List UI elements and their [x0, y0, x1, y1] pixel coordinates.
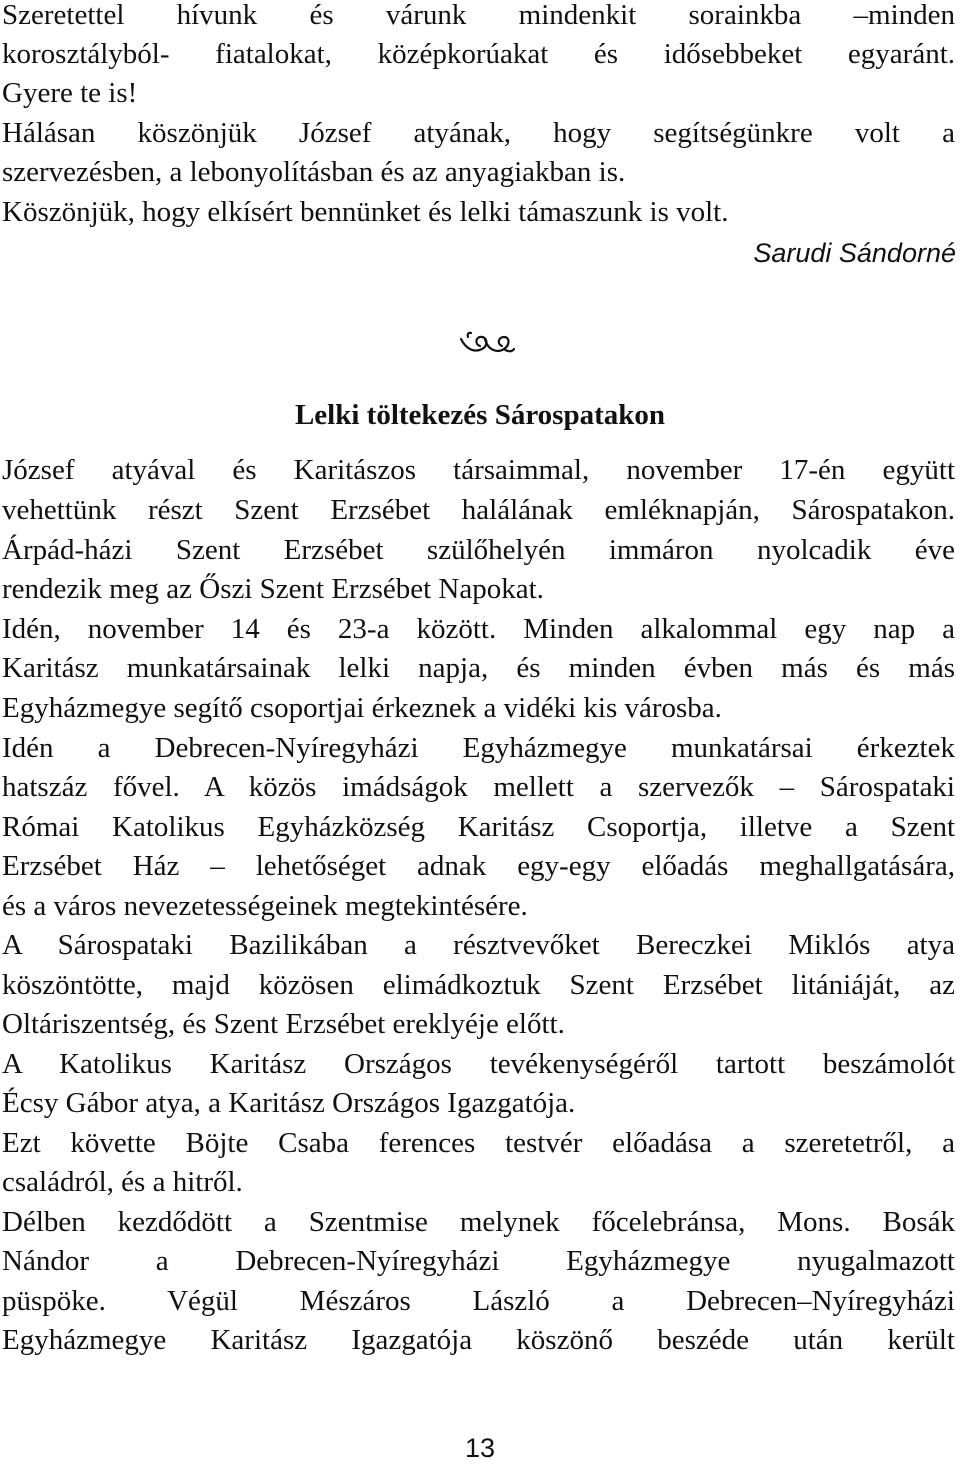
article-line: püspöke. Végül Mészáros László a Debrecen–Nyíregyházi: [2, 1285, 955, 1317]
article-heading: Lelki töltekezés Sárospatakon: [294, 399, 666, 431]
intro-line: szervezésben, a lebonyolításban és az anyagiakban is.: [2, 156, 626, 188]
article-line: Egyházmegye segítő csoportjai érkeznek a vidéki kis városba.: [2, 692, 722, 724]
article-line: Écsy Gábor atya, a Karitász Országos Igazgatója.: [2, 1087, 576, 1119]
author-signature: Sarudi Sándorné: [753, 238, 956, 268]
article-line: és a város nevezetességeinek megtekintésére.: [2, 890, 528, 922]
article-line: József atyával és Karitászos társaimmal, november 17-én együtt: [2, 454, 955, 486]
article-line: Nándor a Debrecen-Nyíregyházi Egyházmegye nyugalmazott: [2, 1245, 955, 1277]
article-line: köszöntötte, majd közösen elimádkoztuk Szent Erzsébet litániáját, az: [2, 969, 955, 1001]
article-line: Délben kezdődött a Szentmise melynek főcelebránsa, Mons. Bosák: [2, 1206, 955, 1238]
intro-line: korosztályból- fiatalokat, középkorúakat és idősebbeket egyaránt.: [2, 38, 955, 70]
intro-line: Gyere te is!: [2, 77, 138, 109]
article-line: rendezik meg az Őszi Szent Erzsébet Napokat.: [2, 573, 544, 605]
article-line: Karitász munkatársainak lelki napja, és minden évben más és más: [2, 652, 955, 684]
article-line: Idén, november 14 és 23-a között. Minden alkalommal egy nap a: [2, 613, 955, 645]
article-line: családról, és a hitről.: [2, 1166, 243, 1198]
article-line: Erzsébet Ház – lehetőséget adnak egy-egy előadás meghallgatására,: [2, 850, 955, 882]
article-line: vehettünk részt Szent Erzsébet halálának emléknapján, Sárospatakon.: [2, 494, 955, 526]
article-line: A Sárospataki Bazilikában a résztvevőket Bereczkei Miklós atya: [2, 929, 955, 961]
article-line: Egyházmegye Karitász Igazgatója köszönő beszéde után került: [2, 1324, 955, 1356]
intro-line: Szeretettel hívunk és várunk mindenkit sorainkba –minden: [2, 0, 955, 31]
page-number: 13: [464, 1433, 496, 1463]
article-line: Ezt követte Böjte Csaba ferences testvér előadása a szeretetről, a: [2, 1127, 955, 1159]
intro-line: Köszönjük, hogy elkísért bennünket és lelki támaszunk is volt.: [2, 196, 729, 228]
article-line: hatszáz fővel. A közös imádságok mellett a szervezők – Sárospataki: [2, 771, 955, 803]
intro-line: Hálásan köszönjük József atyának, hogy segítségünkre volt a: [2, 117, 955, 149]
article-line: Idén a Debrecen-Nyíregyházi Egyházmegye munkatársai érkeztek: [2, 732, 955, 764]
article-line: Árpád-házi Szent Erzsébet szülőhelyén immáron nyolcadik éve: [2, 534, 955, 566]
article-line: A Katolikus Karitász Országos tevékenységéről tartott beszámolót: [2, 1048, 955, 1080]
article-line: Római Katolikus Egyházközség Karitász Csoportja, illetve a Szent: [2, 811, 955, 843]
article-line: Oltáriszentség, és Szent Erzsébet ereklyéje előtt.: [2, 1008, 565, 1040]
fleuron-ornament-icon: [458, 325, 516, 365]
